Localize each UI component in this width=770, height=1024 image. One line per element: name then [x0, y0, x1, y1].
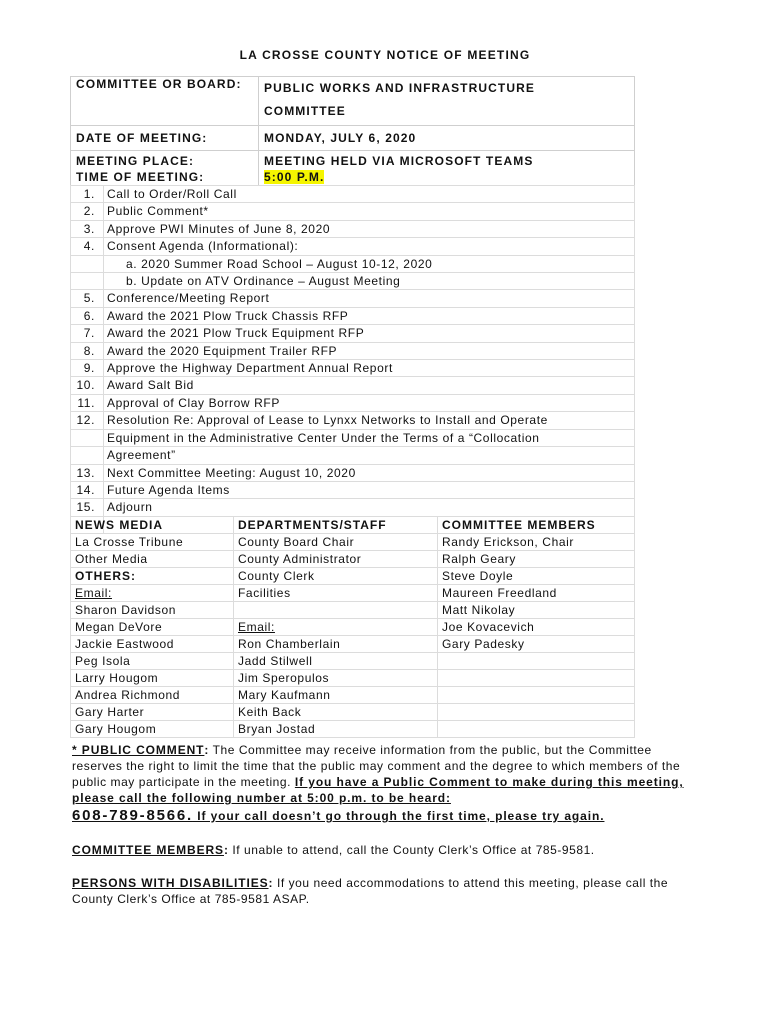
place-time-labels: [71, 151, 259, 186]
agenda-item: [71, 220, 635, 237]
time-label: TIME OF MEETING:: [76, 170, 205, 184]
department-cell: Ron Chamberlain: [234, 636, 438, 653]
committee-member-cell: Steve Doyle: [438, 568, 635, 585]
department-cell: County Board Chair: [234, 534, 438, 551]
public-comment-colon: :: [204, 743, 209, 757]
news-media-cell: Larry Hougom: [71, 670, 234, 687]
committee-members-label: COMMITTEE MEMBERS: [72, 843, 224, 857]
notes-section: [72, 742, 702, 907]
agenda-item-text: Award the 2021 Plow Truck Equipment RFP: [104, 325, 635, 342]
agenda-item: [71, 325, 635, 342]
department-cell: Email:: [234, 619, 438, 636]
agenda-item-number: [71, 447, 104, 464]
agenda-item: [71, 412, 635, 429]
department-cell: Mary Kaufmann: [234, 687, 438, 704]
distribution-row: [71, 602, 635, 619]
department-cell: Jadd Stilwell: [234, 653, 438, 670]
distribution-row: [71, 619, 635, 636]
news-media-cell: Megan DeVore: [71, 619, 234, 636]
agenda-item: [71, 429, 635, 446]
agenda-item: [71, 307, 635, 324]
news-media-cell: OTHERS:: [71, 568, 234, 585]
meeting-header-table: [70, 76, 635, 186]
agenda-item-text: Call to Order/Roll Call: [104, 186, 635, 203]
agenda-item-text: Equipment in the Administrative Center Under the Terms of a “Collocation: [104, 429, 635, 446]
news-media-cell: Jackie Eastwood: [71, 636, 234, 653]
agenda-item-text: Approve the Highway Department Annual Report: [104, 360, 635, 377]
disabilities-colon: :: [268, 876, 274, 890]
agenda-item-text: Award the 2020 Equipment Trailer RFP: [104, 342, 635, 359]
public-comment-instructions: If you have a Public Comment to make during this meeting, please call the following number at 5:00 p.m. to be heard:: [72, 775, 684, 805]
agenda-item: [71, 447, 635, 464]
agenda-item-number: 6.: [71, 307, 104, 324]
agenda-item-text: a. 2020 Summer Road School – August 10-12, 2020: [104, 255, 635, 272]
distribution-row: [71, 687, 635, 704]
agenda-item-number: 13.: [71, 464, 104, 481]
distribution-row: [71, 551, 635, 568]
news-media-cell: Email:: [71, 585, 234, 602]
agenda-item-text: Public Comment*: [104, 203, 635, 220]
agenda-item-text: Adjourn: [104, 499, 635, 516]
agenda-item-number: 4.: [71, 238, 104, 255]
committee-value: [259, 77, 635, 126]
distribution-row: [71, 585, 635, 602]
agenda-item-number: 10.: [71, 377, 104, 394]
date-label: DATE OF MEETING:: [71, 126, 259, 151]
phone-line: [72, 808, 702, 824]
public-comment-note: [72, 742, 702, 806]
department-cell: County Administrator: [234, 551, 438, 568]
agenda-item-number: [71, 429, 104, 446]
agenda-item-number: 15.: [71, 499, 104, 516]
department-cell: Keith Back: [234, 704, 438, 721]
agenda-item-text: Approval of Clay Borrow RFP: [104, 394, 635, 411]
committee-member-cell: [438, 670, 635, 687]
date-value: MONDAY, JULY 6, 2020: [259, 126, 635, 151]
agenda-item-text: Award Salt Bid: [104, 377, 635, 394]
agenda-item-number: [71, 273, 104, 290]
agenda-item-text: Resolution Re: Approval of Lease to Lynxx Networks to Install and Operate: [104, 412, 635, 429]
agenda-item-text: Agreement”: [104, 447, 635, 464]
committee-member-cell: Gary Padesky: [438, 636, 635, 653]
committee-member-cell: Randy Erickson, Chair: [438, 534, 635, 551]
news-media-cell: Gary Hougom: [71, 721, 234, 738]
retry-note: If your call doesn’t go through the first time, please try again.: [192, 809, 605, 823]
agenda-item-number: 5.: [71, 290, 104, 307]
news-media-cell: Sharon Davidson: [71, 602, 234, 619]
agenda-item-number: 2.: [71, 203, 104, 220]
agenda-item-number: 7.: [71, 325, 104, 342]
committee-members-text: If unable to attend, call the County Clerk’s Office at 785-9581.: [228, 843, 595, 857]
agenda-item: [71, 342, 635, 359]
news-media-cell: Peg Isola: [71, 653, 234, 670]
agenda-item: [71, 394, 635, 411]
distribution-row: [71, 721, 635, 738]
agenda-item-text: Future Agenda Items: [104, 481, 635, 498]
page-title: LA CROSSE COUNTY NOTICE OF MEETING: [239, 48, 531, 62]
agenda-item-number: 1.: [71, 186, 104, 203]
agenda-item-number: 12.: [71, 412, 104, 429]
agenda-item-number: 9.: [71, 360, 104, 377]
agenda-item: [71, 203, 635, 220]
agenda-item: [71, 290, 635, 307]
agenda-item-text: Next Committee Meeting: August 10, 2020: [104, 464, 635, 481]
place-value: MEETING HELD VIA MICROSOFT TEAMS: [264, 154, 534, 168]
committee-member-cell: [438, 653, 635, 670]
distribution-row: [71, 568, 635, 585]
phone-number: 608-789-8566.: [72, 807, 193, 824]
agenda-item: [71, 377, 635, 394]
agenda-item-text: b. Update on ATV Ordinance – August Meeting: [104, 273, 635, 290]
department-cell: Jim Speropulos: [234, 670, 438, 687]
distribution-row: [71, 653, 635, 670]
committee-member-cell: Maureen Freedland: [438, 585, 635, 602]
news-media-cell: Andrea Richmond: [71, 687, 234, 704]
committee-member-cell: [438, 721, 635, 738]
distribution-rows: [71, 534, 635, 738]
departments-header: DEPARTMENTS/STAFF: [234, 517, 438, 534]
agenda-item-number: 8.: [71, 342, 104, 359]
department-cell: [234, 602, 438, 619]
distribution-table: [70, 516, 635, 738]
distribution-row: [71, 534, 635, 551]
agenda-item-text: Conference/Meeting Report: [104, 290, 635, 307]
disabilities-label: PERSONS WITH DISABILITIES: [72, 876, 269, 890]
agenda-item: [71, 273, 635, 290]
committee-member-cell: Joe Kovacevich: [438, 619, 635, 636]
time-value: 5:00 P.M.: [264, 170, 325, 184]
agenda-item-text: Award the 2021 Plow Truck Chassis RFP: [104, 307, 635, 324]
agenda-item-number: [71, 255, 104, 272]
agenda-item: [71, 255, 635, 272]
committee-member-cell: [438, 704, 635, 721]
news-media-cell: Gary Harter: [71, 704, 234, 721]
agenda-item: [71, 186, 635, 203]
committee-label: COMMITTEE OR BOARD:: [71, 77, 259, 126]
agenda-item: [71, 238, 635, 255]
agenda-item-text: Approve PWI Minutes of June 8, 2020: [104, 220, 635, 237]
members-colon: :: [223, 843, 229, 857]
agenda-item: [71, 499, 635, 516]
public-comment-label: * PUBLIC COMMENT: [72, 743, 205, 757]
distribution-row: [71, 704, 635, 721]
news-media-cell: La Crosse Tribune: [71, 534, 234, 551]
department-cell: County Clerk: [234, 568, 438, 585]
distribution-row: [71, 670, 635, 687]
distribution-row: [71, 636, 635, 653]
agenda-table: [70, 185, 635, 534]
disabilities-text: If you need accommodations to attend this meeting, please call the County Clerk’s Office at 785-9581 ASAP.: [72, 876, 669, 906]
news-media-header: NEWS MEDIA: [71, 517, 234, 534]
public-comment-text: The Committee may receive information from the public, but the Committee reserves the right to limit the time that the public may comment and the degree to which members of the public may participate in the meeting.: [72, 743, 681, 789]
committee-value-line-1: PUBLIC WORKS AND INFRASTRUCTURE: [264, 81, 535, 95]
agenda-item: [71, 464, 635, 481]
committee-member-cell: Ralph Geary: [438, 551, 635, 568]
news-media-cell: Other Media: [71, 551, 234, 568]
committee-value-line-2: COMMITTEE: [264, 104, 346, 118]
place-time-values: [259, 151, 635, 186]
committee-member-cell: [438, 687, 635, 704]
agenda-item-number: 11.: [71, 394, 104, 411]
committee-member-cell: Matt Nikolay: [438, 602, 635, 619]
agenda-item-text: Consent Agenda (Informational):: [104, 238, 635, 255]
committee-members-note: [72, 842, 702, 858]
agenda-item: [71, 481, 635, 498]
committee-members-header: COMMITTEE MEMBERS: [438, 517, 635, 534]
agenda-item-number: 3.: [71, 220, 104, 237]
disabilities-note: [72, 875, 702, 907]
department-cell: Bryan Jostad: [234, 721, 438, 738]
department-cell: Facilities: [234, 585, 438, 602]
place-label: MEETING PLACE:: [76, 154, 195, 168]
agenda-item: [71, 360, 635, 377]
agenda-item-number: 14.: [71, 481, 104, 498]
